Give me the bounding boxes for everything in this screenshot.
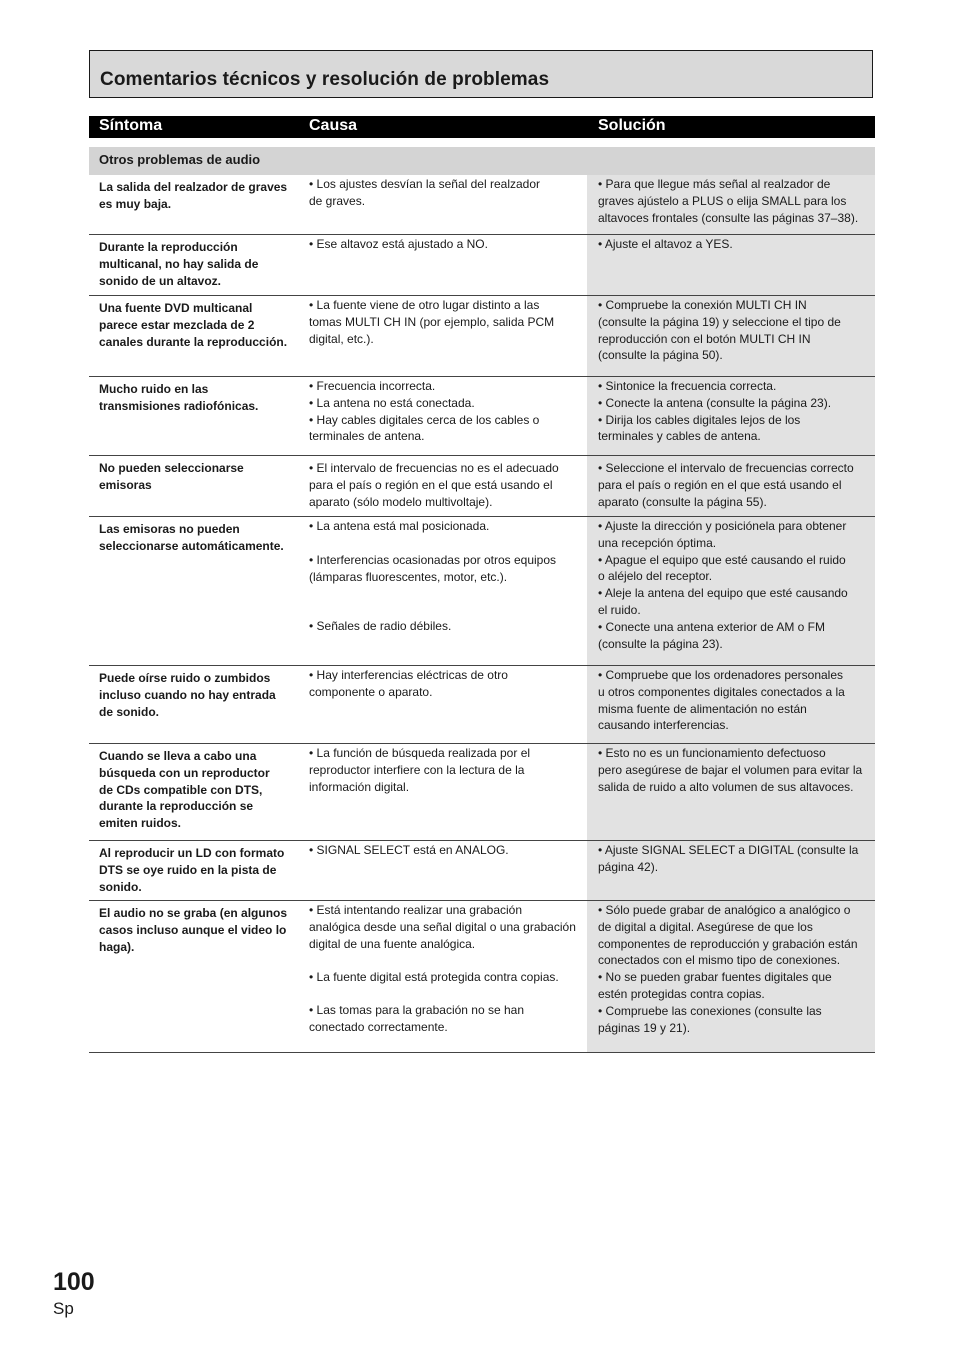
solution-item: • Seleccione el intervalo de frecuencias correcto para el país o región en el que está usando el aparato (consulte la página 55). bbox=[598, 461, 854, 509]
cause-item: • Frecuencia incorrecta. bbox=[309, 379, 436, 393]
cause-item: • Interferencias ocasionadas por otros equipos (lámparas fluorescentes, motor, etc.). bbox=[309, 552, 557, 584]
table-row bbox=[89, 456, 875, 517]
solution-item: • Dirija los cables digitales lejos de los terminales y cables de antena. bbox=[598, 412, 801, 444]
symptom-cell: Las emisoras no pueden seleccionarse automáticamente. bbox=[99, 522, 284, 553]
symptom-cell: Una fuente DVD multicanal parece estar mezclada de 2 canales durante la reproducción. bbox=[99, 301, 288, 349]
cause-item: • Señales de radio débiles. bbox=[309, 619, 452, 634]
solution-item: • Compruebe las conexiones (consulte las páginas 19 y 21). bbox=[598, 1003, 822, 1035]
cause-cell bbox=[297, 235, 587, 295]
solution-item: • Apague el equipo que esté causando el ruido o aléjelo del receptor. bbox=[598, 552, 846, 584]
symptom-cell: Al reproducir un LD con formato DTS se oye ruido en la pista de sonido. bbox=[99, 846, 285, 894]
cause-item: • El intervalo de frecuencias no es el adecuado para el país o región en el que está usando el aparato (sólo modelo multivoltaje). bbox=[309, 461, 559, 509]
solution-item: • Conecte la antena (consulte la página 23). bbox=[598, 395, 832, 410]
symptom-cell: Cuando se lleva a cabo una búsqueda con un reproductor de CDs compatible con DTS, durante la reproducción se emiten ruidos. bbox=[99, 749, 270, 831]
page-number: 100 bbox=[53, 1268, 95, 1296]
solution-item: • Esto no es un funcionamiento defectuoso pero asegúrese de bajar el volumen para evitar la salida de ruido a alto volumen de sus altavoces. bbox=[598, 746, 863, 794]
cause-item: • La fuente viene de otro lugar distinto a las tomas MULTI CH IN (por ejemplo, salida PCM digital, etc.). bbox=[309, 298, 555, 346]
symptom-cell: Durante la reproducción multicanal, no hay salida de sonido de un altavoz. bbox=[99, 240, 259, 288]
symptom-cell: No pueden seleccionarse emisoras bbox=[99, 461, 244, 492]
solution-item: • Conecte una antena exterior de AM o FM (consulte la página 23). bbox=[598, 619, 825, 651]
troubleshooting-table bbox=[89, 175, 875, 1053]
symptom-cell: Puede oírse ruido o zumbidos incluso cuando no hay entrada de sonido. bbox=[99, 671, 276, 719]
solution-cell bbox=[587, 901, 875, 1052]
symptom-cell: Mucho ruido en las transmisiones radiofónicas. bbox=[99, 382, 259, 413]
cause-cell bbox=[297, 517, 587, 665]
cause-cell bbox=[297, 744, 587, 840]
language-code: Sp bbox=[53, 1299, 74, 1318]
solution-cell bbox=[587, 517, 875, 665]
symptom-cell: El audio no se graba (en algunos casos incluso aunque el video lo haga). bbox=[99, 906, 288, 954]
solution-cell bbox=[587, 841, 875, 900]
cause-item: • La antena está mal posicionada. bbox=[309, 519, 490, 533]
cause-item: • Hay interferencias eléctricas de otro componente o aparato. bbox=[309, 668, 508, 699]
cause-item: • La antena no está conectada. bbox=[309, 395, 475, 410]
cause-item: • La función de búsqueda realizada por el reproductor interfiere con la lectura de la información digital. bbox=[309, 746, 531, 794]
solution-cell bbox=[587, 666, 875, 743]
solution-cell bbox=[587, 456, 875, 516]
table-row bbox=[89, 901, 875, 1053]
solution-cell bbox=[587, 235, 875, 295]
cause-cell bbox=[297, 456, 587, 516]
cause-cell bbox=[297, 666, 587, 743]
table-row bbox=[89, 296, 875, 377]
solution-item: • Ajuste SIGNAL SELECT a DIGITAL (consulte la página 42). bbox=[598, 843, 859, 874]
title-box bbox=[89, 50, 873, 98]
table-row bbox=[89, 175, 875, 235]
header-cause: Causa bbox=[309, 117, 358, 134]
cause-item: • Está intentando realizar una grabación analógica desde una señal digital o una grabación digital de una fuente analógica. bbox=[309, 903, 576, 951]
solution-item: • No se pueden grabar fuentes digitales que estén protegidas contra copias. bbox=[598, 970, 832, 1001]
solution-item: • Compruebe la conexión MULTI CH IN (consulte la página 19) y seleccione el tipo de reproducción con el botón MULTI CH IN (consulte la página 50). bbox=[598, 298, 841, 363]
table-row bbox=[89, 235, 875, 296]
cause-item: • SIGNAL SELECT está en ANALOG. bbox=[309, 843, 509, 857]
table-header bbox=[89, 116, 875, 138]
cause-item: • Hay cables digitales cerca de los cables o terminales de antena. bbox=[309, 412, 540, 444]
cause-item: • Ese altavoz está ajustado a NO. bbox=[309, 237, 488, 251]
solution-item: • Sólo puede grabar de analógico a analógico o de digital a digital. Asegúrese de que los componentes de reproducción y grabación están conectados con el mismo tipo de conexiones. bbox=[598, 903, 858, 968]
header-symptom: Síntoma bbox=[99, 117, 163, 134]
cause-cell bbox=[297, 841, 587, 900]
table-row bbox=[89, 377, 875, 456]
solution-item: • Ajuste el altavoz a YES. bbox=[598, 237, 733, 251]
section-heading bbox=[89, 147, 875, 175]
solution-item: • Sintonice la frecuencia correcta. bbox=[598, 379, 777, 393]
solution-item: • Compruebe que los ordenadores personales u otros componentes digitales conectados a la misma fuente de alimentación no están causando interferencias. bbox=[598, 668, 845, 733]
solution-cell bbox=[587, 175, 875, 234]
solution-cell bbox=[587, 296, 875, 376]
table-row bbox=[89, 841, 875, 901]
solution-item: • Aleje la antena del equipo que esté causando el ruido. bbox=[598, 586, 848, 617]
header-solution: Solución bbox=[598, 117, 666, 134]
solution-cell bbox=[587, 377, 875, 455]
cause-cell bbox=[297, 175, 587, 234]
cause-item: • La fuente digital está protegida contra copias. bbox=[309, 970, 559, 985]
symptom-cell: La salida del realzador de graves es muy baja. bbox=[99, 180, 288, 211]
table-row bbox=[89, 744, 875, 841]
cause-cell bbox=[297, 901, 587, 1052]
cause-cell bbox=[297, 296, 587, 376]
table-row bbox=[89, 517, 875, 666]
section-title: Otros problemas de audio bbox=[99, 152, 261, 167]
solution-cell bbox=[587, 744, 875, 840]
page-title: Comentarios técnicos y resolución de problemas bbox=[100, 69, 550, 90]
cause-item: • Los ajustes desvían la señal del realzador de graves. bbox=[309, 177, 541, 208]
solution-item: • Para que llegue más señal al realzador de graves ajústelo a PLUS o elija SMALL para los altavoces frontales (consulte las páginas 37–38). bbox=[598, 177, 859, 225]
cause-cell bbox=[297, 377, 587, 455]
solution-item: • Ajuste la dirección y posiciónela para obtener una recepción óptima. bbox=[598, 519, 847, 550]
table-row bbox=[89, 666, 875, 744]
cause-item: • Las tomas para la grabación no se han conectado correctamente. bbox=[309, 1003, 525, 1034]
